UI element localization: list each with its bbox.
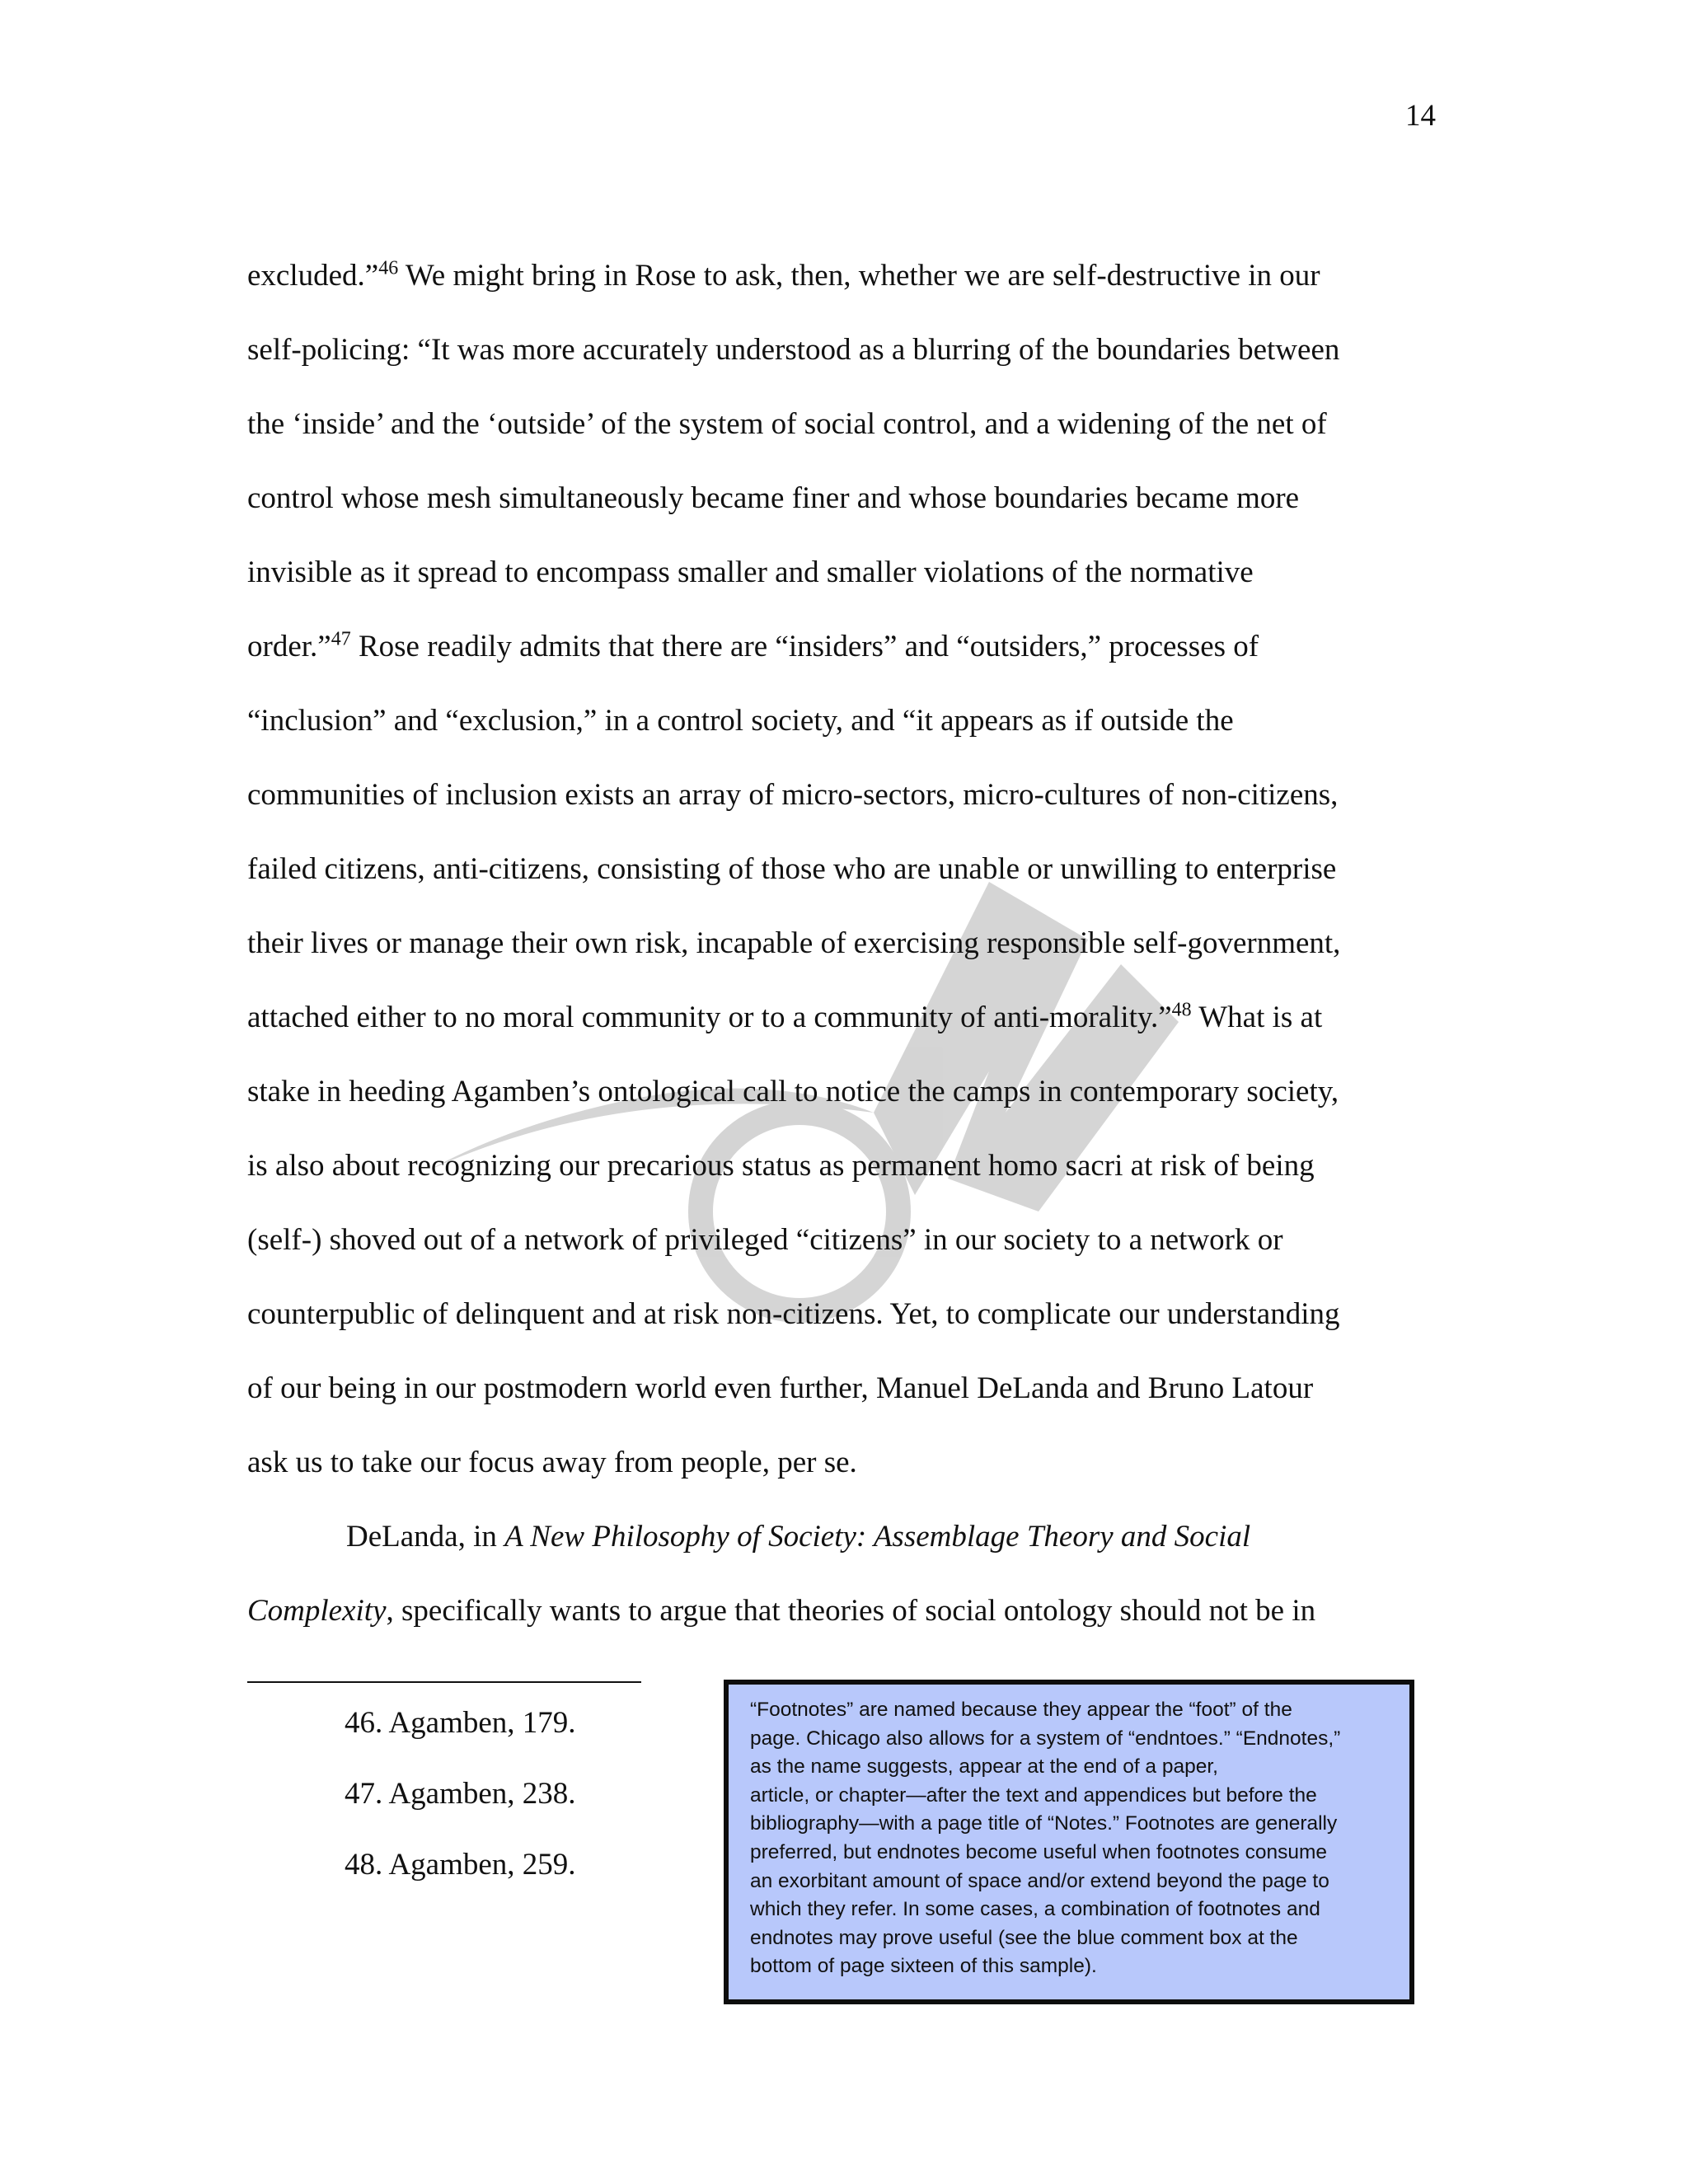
footnote-48: 48. Agamben, 259. (345, 1848, 576, 1882)
body-line: excluded.”$^{46}$ We might bring in Rose to ask, then, whether we are self-destructive in our (247, 257, 1320, 293)
body-line: counterpublic of delinquent and at risk non-citizens. Yet, to complicate our understanding (247, 1297, 1340, 1331)
book-title-italic: Complexity (247, 1594, 387, 1628)
body-line: the ‘inside’ and the ‘outside’ of the system of social control, and a widening of the net of (247, 407, 1327, 441)
footnote-ref-48: 48 (1171, 999, 1192, 1021)
body-line: control whose mesh simultaneously became finer and whose boundaries became more (247, 481, 1300, 515)
body-line: attached either to no moral community or to a community of anti-morality.”$^{48}$ What is at (247, 999, 1323, 1034)
comment-line: endnotes may prove useful (see the blue comment box at the (750, 1926, 1298, 1949)
footnote-ref-47: 47 (331, 628, 351, 650)
page-number: 14 (1405, 99, 1436, 133)
body-line: ask us to take our focus away from people, per se. (247, 1446, 857, 1479)
comment-line: article, or chapter—after the text and appendices but before the (750, 1783, 1317, 1807)
body-line: Complexity, specifically wants to argue that theories of social ontology should not be in (247, 1594, 1316, 1628)
comment-line: bottom of page sixteen of this sample). (750, 1955, 1097, 1978)
footnote-46: 46. Agamben, 179. (345, 1706, 576, 1740)
body-text (247, 239, 1426, 1648)
comment-box (724, 1680, 1414, 2004)
body-line: stake in heeding Agamben’s ontological call to notice the camps in contemporary society, (247, 1075, 1339, 1108)
body-line: communities of inclusion exists an array of micro-sectors, micro-cultures of non-citizens, (247, 778, 1339, 812)
body-line: failed citizens, anti-citizens, consisting of those who are unable or unwilling to enterprise (247, 852, 1337, 886)
body-line: (self-) shoved out of a network of privileged “citizens” in our society to a network or (247, 1223, 1283, 1257)
comment-line: “Footnotes” are named because they appear the “foot” of the (750, 1699, 1292, 1721)
body-line-indented: DeLanda, in A New Philosophy of Society: Assemblage Theory and Social (346, 1520, 1251, 1554)
body-line: invisible as it spread to encompass smaller and smaller violations of the normative (247, 555, 1254, 589)
body-line: of our being in our postmodern world even further, Manuel DeLanda and Bruno Latour (247, 1371, 1314, 1405)
footnote-ref-46: 46 (378, 257, 399, 279)
comment-line: page. Chicago also allows for a system of “endntoes.” “Endnotes,” (750, 1727, 1341, 1750)
comment-line: which they refer. In some cases, a combination of footnotes and (750, 1898, 1320, 1921)
comment-line: as the name suggests, appear at the end of a paper, (750, 1755, 1218, 1779)
comment-line: bibliography—with a page title of “Notes.” Footnotes are generally (750, 1812, 1338, 1835)
body-line: self-policing: “It was more accurately understood as a blurring of the boundaries between (247, 333, 1340, 367)
book-title-italic: A New Philosophy of Society: Assemblage Theory and Social (504, 1520, 1251, 1554)
comment-line: an exorbitant amount of space and/or extend beyond the page to (750, 1869, 1329, 1892)
footnote-47: 47. Agamben, 238. (345, 1777, 576, 1811)
body-line: order.”$^{47}$ Rose readily admits that there are “insiders” and “outsiders,” processes of (247, 628, 1259, 663)
footnotes (345, 1688, 576, 1900)
footnote-separator (247, 1681, 641, 1683)
body-line: is also about recognizing our precarious status as permanent homo sacri at risk of being (247, 1149, 1315, 1183)
body-line: “inclusion” and “exclusion,” in a control society, and “it appears as if outside the (247, 704, 1234, 738)
body-line: their lives or manage their own risk, incapable of exercising responsible self-government, (247, 926, 1341, 960)
comment-line: preferred, but endnotes become useful when footnotes consume (750, 1840, 1328, 1863)
